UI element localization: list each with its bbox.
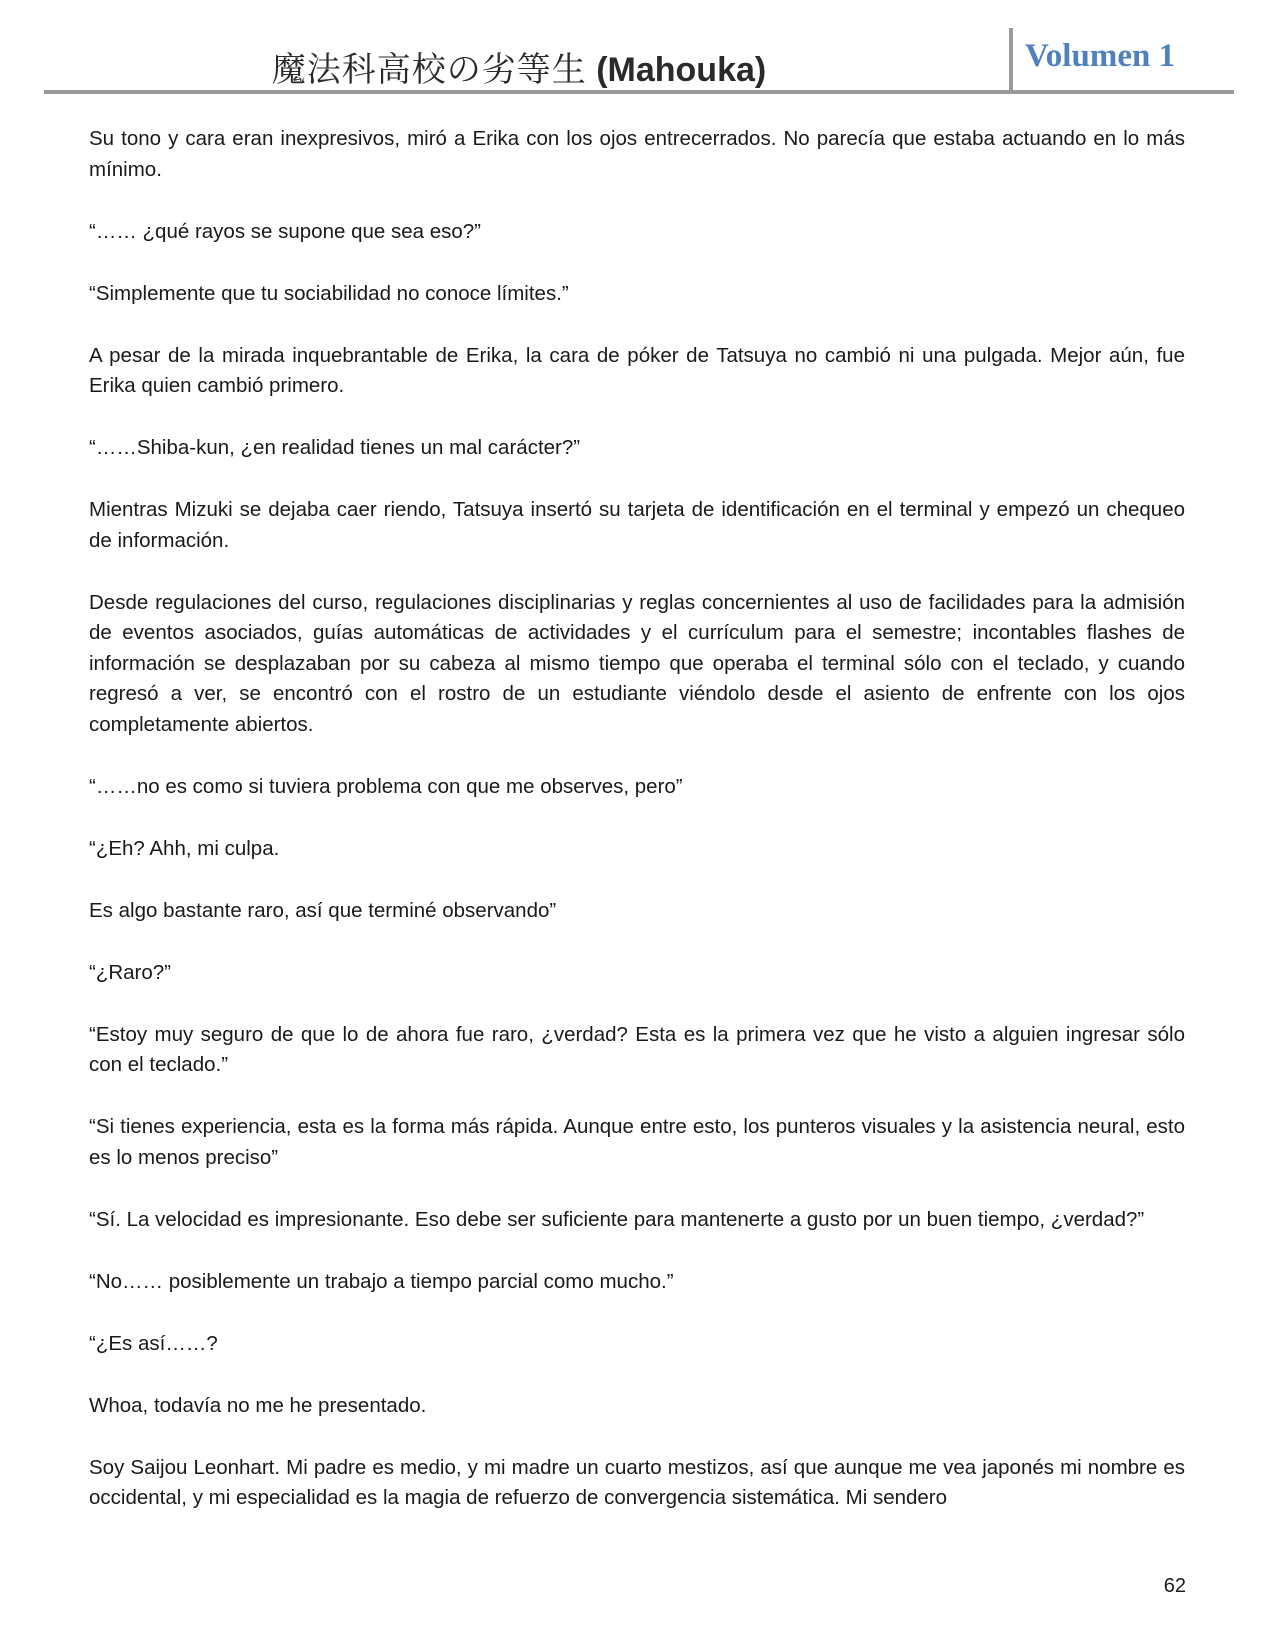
book-title-latin: (Mahouka) — [596, 51, 767, 89]
paragraph: Soy Saijou Leonhart. Mi padre es medio, y mi madre un cuarto mestizos, así que aunque me vea japonés mi nombre es occidental, y mi especialidad es la magia de refuerzo de convergencia sistemática. Mi sendero — [89, 1455, 1185, 1509]
paragraph: “……Shiba-kun, ¿en realidad tienes un mal carácter?” — [89, 436, 581, 459]
paragraph: “¿Es así……? — [89, 1331, 218, 1355]
paragraph: “…… ¿qué rayos se supone que sea eso?” — [89, 219, 481, 243]
paragraph: Su tono y cara eran inexpresivos, miró a Erika con los ojos entrecerrados. No parecía que estaba actuando en lo más mínimo. — [89, 127, 1185, 181]
book-title-japanese: 魔法科高校の劣等生 — [271, 50, 587, 90]
paragraph: “Simplemente que tu sociabilidad no conoce límites.” — [89, 281, 569, 305]
paragraph: Whoa, todavía no me he presentado. — [89, 1393, 427, 1417]
paragraph: Es algo bastante raro, así que terminé observando” — [89, 898, 557, 922]
paragraph: A pesar de la mirada inquebrantable de Erika, la cara de póker de Tatsuya no cambió ni una pulgada. Mejor aún, fue Erika quien cambió primero. — [89, 343, 1185, 397]
paragraph: Desde regulaciones del curso, regulaciones disciplinarias y reglas concernientes al uso de facilidades para la admisión de eventos asociados, guías automáticas de actividades y el currículum para el semestre; incontables flashes de información se desplazaban por su cabeza al mismo tiempo que operaba el terminal sólo con el teclado, y cuando regresó a ver, se encontró con el rostro de un estudiante viéndolo desde el asiento de enfrente con los ojos completamente abiertos. — [89, 590, 1185, 736]
page-number: 62 — [1163, 1575, 1186, 1597]
paragraph: Mientras Mizuki se dejaba caer riendo, Tatsuya insertó su tarjeta de identificación en el terminal y empezó un chequeo de información. — [89, 498, 1185, 552]
header-divider — [1009, 28, 1013, 92]
paragraph: “Sí. La velocidad es impresionante. Eso debe ser suficiente para mantenerte a gusto por un buen tiempo, ¿verdad?” — [89, 1207, 1145, 1231]
volume-label: Volumen 1 — [1025, 38, 1176, 74]
paragraph: “¿Raro?” — [89, 960, 172, 984]
page-header — [44, 24, 1234, 96]
page-body — [89, 124, 1185, 1545]
paragraph: “Estoy muy seguro de que lo de ahora fue raro, ¿verdad? Esta es la primera vez que he visto a alguien ingresar sólo con el teclado.” — [89, 1022, 1185, 1076]
paragraph: “……no es como si tuviera problema con que me observes, pero” — [89, 774, 683, 798]
paragraph: “¿Eh? Ahh, mi culpa. — [89, 836, 280, 860]
paragraph: “No…… posiblemente un trabajo a tiempo parcial como mucho.” — [89, 1269, 674, 1293]
paragraph: “Si tienes experiencia, esta es la forma más rápida. Aunque entre esto, los punteros visuales y la asistencia neural, esto es lo menos preciso” — [89, 1115, 1185, 1169]
header-rule — [44, 90, 1234, 94]
book-title — [44, 42, 994, 91]
